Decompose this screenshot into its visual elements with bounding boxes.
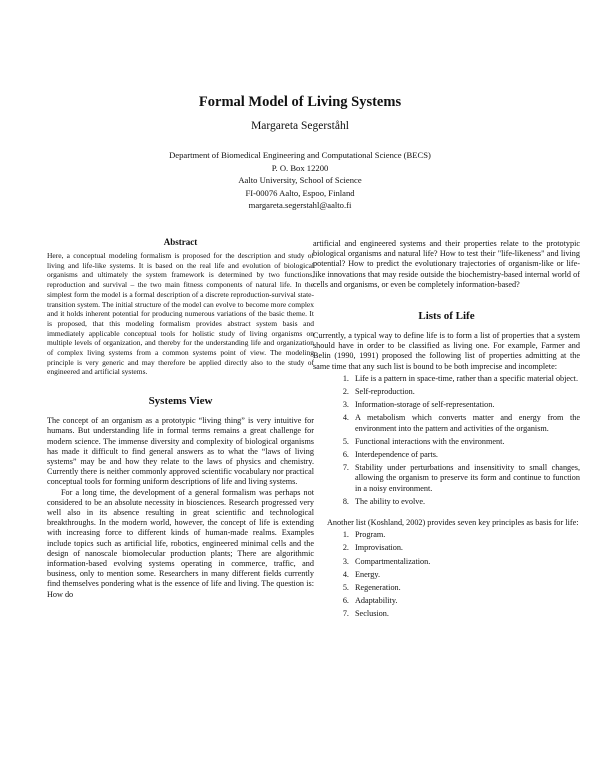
list-item: 4. A metabolism which converts matter and energy from the environment into the pattern and activities of the organism. [351,413,580,433]
list-item: 2. Self-reproduction. [351,387,580,397]
list-item: 1. Life is a pattern in space-time, rather than a specific material object. [351,374,580,384]
list-item: 7. Stability under perturbations and insensitivity to small changes, allowing the organism to preserve its form and continue to function in a noisy environment. [351,463,580,494]
affiliation-block [0,149,600,212]
list-item: 2. Improvisation. [351,543,580,553]
list-item: 1. Program. [351,530,580,540]
principles-list [313,530,580,619]
list-item: 6. Interdependence of parts. [351,450,580,460]
author-email: margareta.segerstahl@aalto.fi [248,200,352,211]
paper-title: Formal Model of Living Systems [198,94,402,110]
abstract-text: Here, a conceptual modeling formalism is proposed for the description and study of living and life-like systems. It is based on the real life and evolution of biological organisms and ultimately the system framework is determined by two functions, reproduction and survival – the two main fitness components of natural life. In the simplest form the model is a formal description of a discrete reproduction-survival state-transition system. The initial structure of the model can evolve to become more complex and it holds inherent potential for producing numerous variations of the basic theme. It is proposed, that this modeling formalism provides abstract system basis and immediately applicable conceptual tools for holistic study of living organisms on multiple levels of organization, and thereby for the understanding life and organization of complex living systems from a common systems point of view. The modeling principle is very generic and may therefore be applied directly also to the study of engineered and artificial systems. [47,251,314,377]
list-item: 3. Compartmentalization. [351,557,580,567]
paragraph: Another list (Koshland, 2002) provides seven key principles as basis for life: [327,518,579,528]
left-column [47,237,314,600]
right-column [313,239,580,623]
properties-list [313,374,580,507]
affiliation-line: Department of Biomedical Engineering and Computational Science (BECS) [169,150,431,160]
paragraph: The concept of an organism as a prototypic “living thing” is very intuitive for humans. But understanding life in formal terms remains a great challenge for modern science. The immense diversity and complexity of biological organisms has made it difficult to find general answers as to what the “laws of living systems” may be and how they relate to the laws of physics and chemistry. Currently there is neither commonly approved scientific vocabulary nor practical conceptual tools for forming uniform descriptions of life and living systems. [47,416,314,487]
section-heading-systems-view: Systems View [148,395,213,408]
list-item: 3. Information-storage of self-representation. [351,400,580,410]
paragraph: Currently, a typical way to define life is to form a list of properties that a system should have in order to be classified as living one. For example, Farmer and Belin (1990, 1991) proposed the following list of properties admitting at the same time that any such list is bound to be both imprecise and incomplete: [313,331,580,371]
list-item: 6. Adaptability. [351,596,580,606]
affiliation-line: FI-00076 Aalto, Espoo, Finland [245,187,355,198]
affiliation-line: P. O. Box 12200 [271,162,329,173]
affiliation-line: Aalto University, School of Science [238,175,362,186]
abstract-heading: Abstract [163,237,198,247]
list-item: 5. Regeneration. [351,583,580,593]
author-name: Margareta Segerståhl [251,120,349,132]
list-item: 4. Energy. [351,570,580,580]
paragraph: artificial and engineered systems and their properties relate to the prototypic biological organisms and natural life? How to test their "life-likeness" and living potential? How to predict the evolutionary trajectories of organism-like or life-like innovations that may reside outside the biochemistry-based internal world of cells and organisms, or even be completely information-based? [313,239,580,289]
section-heading-lists-of-life: Lists of Life [418,310,475,323]
list-item: 7. Seclusion. [351,609,580,619]
list-item: 8. The ability to evolve. [351,497,580,507]
paragraph: For a long time, the development of a general formalism was perhaps not considered to be an absolute necessity in biosciences. Research progressed very well also in its absence resulting in great scientific and technological breakthroughs. In the modern world, however, the concept of life is extending with increasing force to different kinds of human-made realms. Examples include topics such as artificial life, robotics, engineered minimal cells and the design of nanoscale biomolecular production plants; There are algorithmic information-based evolving systems operating in commerce, traffic, and business, only to mention some. Researchers in many different fields currently find themselves pondering what is the essence of life and living. The question is: How do [47,487,314,599]
list-item: 5. Functional interactions with the environment. [351,437,580,447]
